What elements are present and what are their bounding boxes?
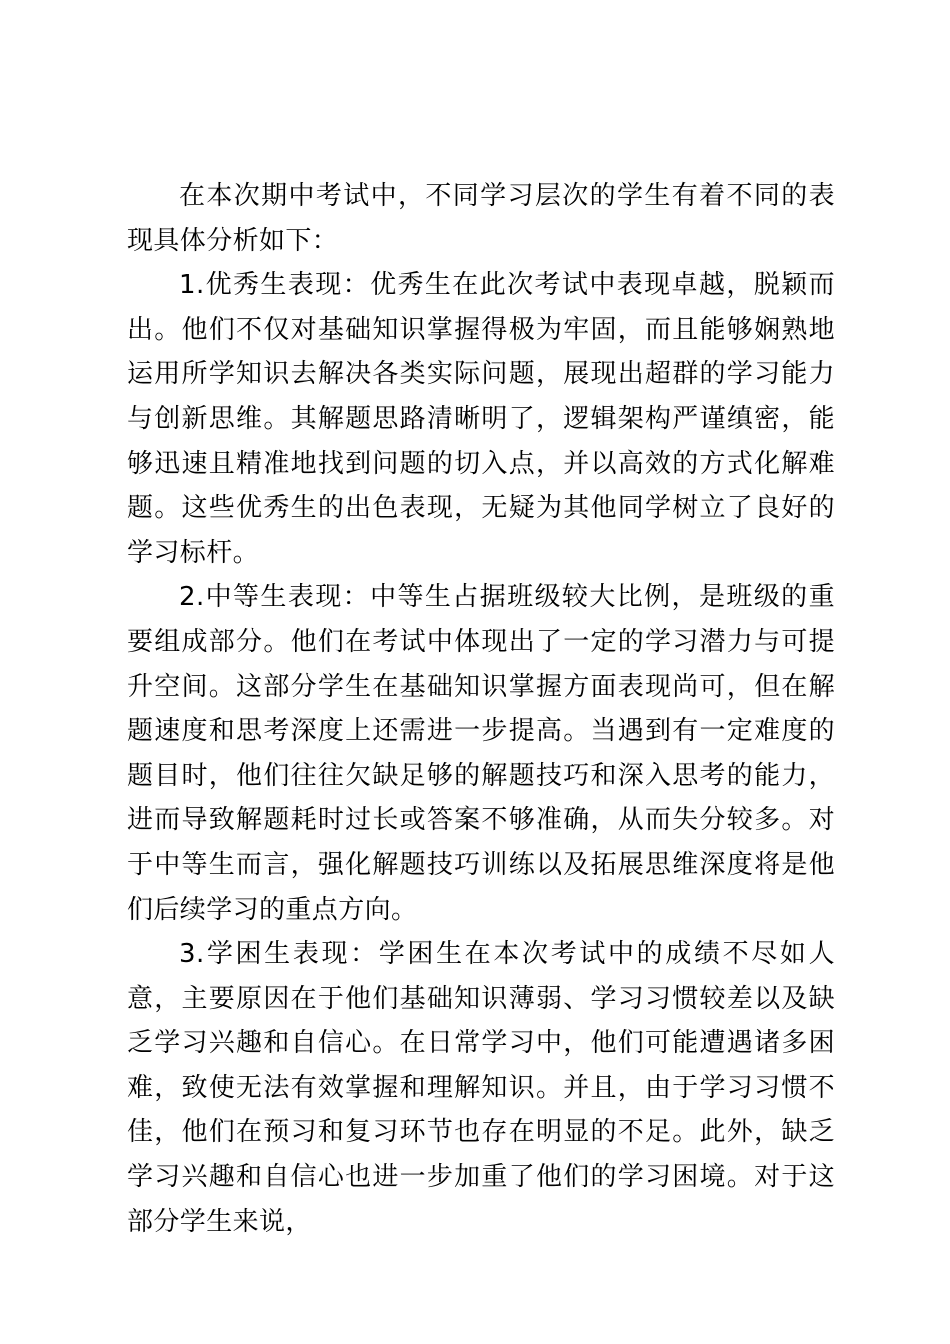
document-body [127, 174, 835, 1244]
paragraph-intro: 在本次期中考试中，不同学习层次的学生有着不同的表现具体分析如下： [127, 181, 835, 256]
paragraph-excellent-students: 1.优秀生表现：优秀生在此次考试中表现卓越，脱颖而出。他们不仅对基础知识掌握得极为牢固，而且能够娴熟地运用所学知识去解决各类实际问题，展现出超群的学习能力与创新思维。其解题思路清晰明了，逻辑架构严谨缜密，能够迅速且精准地找到问题的切入点，并以高效的方式化解难题。这些优秀生的出色表现，无疑为其他同学树立了良好的学习标杆。 [127, 270, 835, 568]
paragraph-struggling-students: 3.学困生表现：学困生在本次考试中的成绩不尽如人意，主要原因在于他们基础知识薄弱、学习习惯较差以及缺乏学习兴趣和自信心。在日常学习中，他们可能遭遇诸多困难，致使无法有效掌握和理解知识。并且，由于学习习惯不佳，他们在预习和复习环节也存在明显的不足。此外，缺乏学习兴趣和自信心也进一步加重了他们的学习困境。对于这部分学生来说， [127, 939, 835, 1237]
paragraph-average-students: 2.中等生表现：中等生占据班级较大比例，是班级的重要组成部分。他们在考试中体现出了一定的学习潜力与可提升空间。这部分学生在基础知识掌握方面表现尚可，但在解题速度和思考深度上还需进一步提高。当遇到有一定难度的题目时，他们往往欠缺足够的解题技巧和深入思考的能力，进而导致解题耗时过长或答案不够准确，从而失分较多。对于中等生而言，强化解题技巧训练以及拓展思维深度将是他们后续学习的重点方向。 [127, 582, 835, 925]
